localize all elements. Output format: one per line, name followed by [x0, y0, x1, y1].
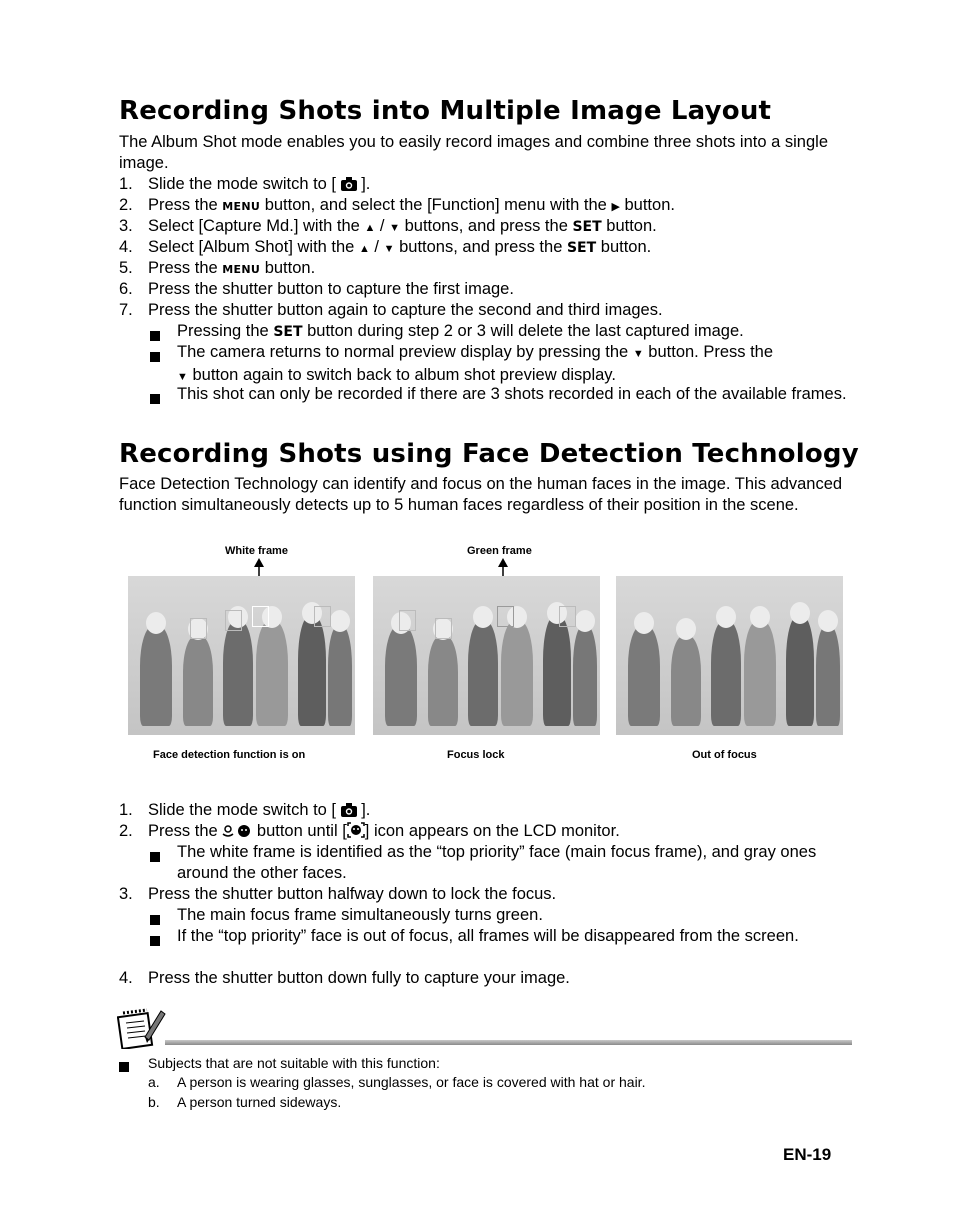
down-arrow-icon: ▼	[389, 222, 400, 234]
down-arrow-icon: ▼	[383, 243, 395, 255]
photo-out-of-focus	[616, 576, 843, 735]
bullet-square-icon	[150, 394, 160, 404]
note-divider	[165, 1040, 852, 1045]
section2-title: Recording Shots using Face Detection Technology	[119, 439, 859, 469]
camera-mode-icon	[341, 176, 357, 197]
bullet-square-icon	[119, 1062, 129, 1072]
section1-intro: The Album Shot mode enables you to easily record images and combine three shots into a single image.	[119, 133, 828, 172]
photo-face-detection-on	[128, 576, 355, 735]
note-sub-b: b. A person turned sideways.	[148, 1094, 342, 1110]
menu-button-label: MENU	[222, 200, 261, 213]
caption-out-of-focus: Out of focus	[692, 749, 757, 761]
section1-title: Recording Shots into Multiple Image Layout	[119, 96, 772, 126]
photo-focus-lock	[373, 576, 600, 735]
bullet-square-icon	[150, 331, 160, 341]
macro-face-button-icon	[222, 823, 252, 844]
up-arrow-icon: ▲	[358, 243, 370, 255]
down-arrow-icon: ▼	[177, 371, 188, 383]
face-detection-icon	[347, 822, 365, 844]
caption-face-detection-on: Face detection function is on	[153, 749, 306, 761]
white-frame-label: White frame	[225, 545, 288, 557]
set-button-label: SET	[273, 324, 303, 340]
note-sub-a: a. A person is wearing glasses, sunglasses, or face is covered with hat or hair.	[148, 1074, 646, 1090]
section2-intro: Face Detection Technology can identify and focus on the human faces in the image. This advanced function simultaneously detects up to 5 human faces regardless of their position in the scene.	[119, 475, 843, 514]
down-arrow-icon: ▼	[632, 348, 644, 360]
bullet-square-icon	[150, 915, 160, 925]
caption-focus-lock: Focus lock	[447, 749, 505, 761]
note-pad-icon	[117, 1007, 167, 1049]
set-button-label: SET	[572, 219, 602, 235]
menu-button-label: MENU	[222, 263, 261, 276]
bullet-square-icon	[150, 936, 160, 946]
green-frame-label: Green frame	[467, 545, 532, 557]
set-button-label: SET	[566, 240, 597, 256]
page-number: EN-19	[783, 1145, 832, 1164]
bullet-square-icon	[150, 352, 160, 362]
camera-mode-icon	[341, 802, 357, 823]
right-arrow-icon: ▶	[611, 201, 620, 213]
up-arrow-icon: ▲	[364, 222, 376, 234]
bullet-square-icon	[150, 852, 160, 862]
